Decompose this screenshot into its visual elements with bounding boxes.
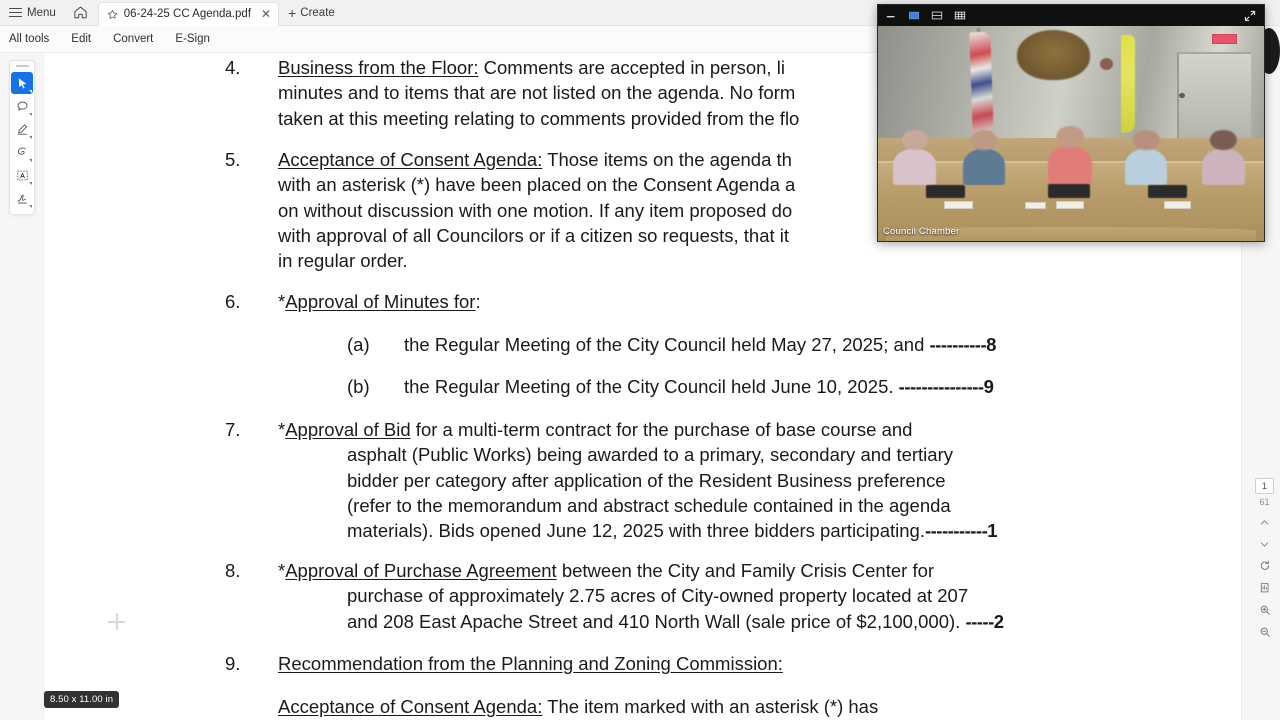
zoom-in-button[interactable] [1254, 600, 1276, 620]
left-tool-rail [9, 60, 35, 215]
menu-esign[interactable]: E-Sign [175, 33, 210, 45]
chamber-doorway [1177, 52, 1250, 138]
hamburger-menu-icon [9, 5, 22, 20]
chevron-up-icon [1259, 517, 1270, 528]
agenda-item-4-body [278, 55, 799, 131]
menu-edit[interactable]: Edit [71, 33, 92, 45]
agenda-item-8-line3: and 208 East Apache Street and 410 North Wall (sale price of $2,100,000). [347, 610, 961, 632]
agenda-item-6-heading: Approval of Minutes for [285, 291, 476, 312]
comment-tool-icon [16, 100, 29, 113]
agenda-item-8-asterisk: * [278, 560, 286, 581]
zoom-in-icon [1259, 604, 1271, 616]
wall-emblem [1100, 58, 1113, 70]
text-box-tool-icon [16, 169, 29, 182]
highlight-tool[interactable] [11, 118, 33, 140]
selection-tool-icon [16, 77, 29, 90]
agenda-item-5-line2: with an asterisk (*) have been placed on the Consent Agenda a [278, 174, 796, 196]
single-view-icon[interactable] [907, 9, 921, 22]
next-page-button[interactable] [1254, 534, 1276, 554]
agenda-item-5-line4: with approval of all Councilors or if a citizen so requests, that it [278, 224, 790, 246]
agenda-item-6-colon: : [475, 291, 481, 312]
agenda-item-6-sub-a-text: the Regular Meeting of the City Council held May 27, 2025; and [404, 334, 925, 355]
chevron-down-icon [29, 113, 32, 116]
page-navigation-rail [1251, 478, 1278, 642]
menu-button-label: Menu [27, 6, 56, 19]
agenda-item-7-body [278, 417, 998, 543]
chevron-down-icon [29, 136, 32, 139]
agenda-item-7-number: 7. [225, 419, 241, 440]
agenda-item-6-body [278, 289, 481, 314]
agenda-item-6-sub-a-page: 8 [986, 334, 997, 355]
agenda-item-4-line3: taken at this meeting relating to comments provided from the flo [278, 107, 800, 129]
agenda-item-6-sub-a [347, 332, 996, 357]
previous-page-button[interactable] [1254, 512, 1276, 532]
agenda-item-6-sub-b-body [404, 374, 994, 399]
agenda-item-8-leader: ----- [965, 610, 994, 632]
agenda-item-8-body [278, 558, 1004, 634]
agenda-trailing-body [278, 694, 878, 719]
agenda-item-6-sub-a-leader: ---------- [929, 334, 987, 355]
agenda-item-8-number: 8. [225, 560, 241, 581]
highlight-tool-icon [16, 123, 29, 136]
agenda-item-7-line3: bidder per category after application of the Resident Business preference [347, 469, 946, 491]
crosshair-cursor [108, 613, 125, 630]
star-icon[interactable] [107, 9, 118, 20]
page-thumbnail-button[interactable] [1254, 578, 1276, 598]
agenda-item-6 [216, 289, 481, 314]
agenda-item-7 [216, 417, 998, 543]
close-icon[interactable]: ✕ [261, 7, 272, 21]
agenda-item-7-line1: for a multi-term contract for the purchase of base course and [410, 419, 913, 440]
video-stage[interactable] [878, 26, 1264, 241]
agenda-item-6-sub-b-label: (b) [347, 376, 370, 397]
agenda-item-8-line2: purchase of approximately 2.75 acres of City-owned property located at 207 [347, 585, 969, 607]
chevron-down-icon [1259, 539, 1270, 550]
new-mexico-flag [1121, 35, 1135, 134]
agenda-item-8-page: 2 [993, 610, 1005, 632]
nameplate-2 [1025, 202, 1046, 208]
agenda-item-4-number: 4. [225, 57, 241, 78]
agenda-item-4 [216, 55, 799, 131]
agenda-item-7-heading: Approval of Bid [285, 419, 411, 440]
agenda-item-5-heading: Acceptance of Consent Agenda: [278, 149, 543, 170]
expand-fullscreen-icon[interactable] [1243, 9, 1257, 23]
agenda-item-9-body [278, 651, 783, 676]
agenda-item-5 [216, 147, 795, 273]
video-feed-label: Council Chamber [883, 226, 960, 237]
agenda-item-5-line3: on without discussion with one motion. If any item proposed do [278, 199, 793, 221]
agenda-item-7-line5: materials). Bids opened June 12, 2025 with three bidders participating. [347, 520, 925, 542]
draw-tool-icon [16, 146, 29, 159]
nameplate-1 [944, 201, 973, 209]
split-view-icon[interactable] [930, 9, 944, 22]
draw-tool[interactable] [11, 141, 33, 163]
agenda-item-5-number: 5. [225, 149, 241, 170]
city-seal [1017, 30, 1090, 79]
agenda-item-6-sub-b-text: the Regular Meeting of the City Council held June 10, 2025. [404, 376, 894, 397]
agenda-trailing-rest: The item marked with an asterisk (*) has [542, 696, 879, 717]
video-overlay-window[interactable] [877, 4, 1265, 242]
chevron-down-icon [29, 90, 32, 93]
agenda-item-4-heading: Business from the Floor: [278, 57, 479, 78]
desk-monitor-2 [1048, 184, 1090, 198]
minimize-icon[interactable] [885, 9, 898, 22]
agenda-item-6-sub-b-page: 9 [983, 376, 994, 397]
video-control-bar [878, 5, 1264, 26]
rotate-page-button[interactable] [1254, 556, 1276, 576]
agenda-item-9 [216, 651, 783, 676]
document-tab-title: 06-24-25 CC Agenda.pdf [123, 8, 252, 20]
agenda-item-6-number: 6. [225, 291, 241, 312]
current-page-input[interactable]: 1 [1255, 478, 1274, 494]
drag-handle[interactable] [16, 65, 29, 67]
chevron-down-icon [29, 205, 32, 208]
agenda-item-5-body [278, 147, 795, 273]
page-thumbnail-icon [1259, 582, 1271, 594]
home-button[interactable] [64, 0, 98, 26]
agenda-item-7-leader: ----------- [924, 520, 988, 542]
create-button-label: Create [300, 6, 335, 19]
desk-monitor-1 [926, 185, 965, 198]
us-flag [969, 32, 994, 136]
agenda-item-4-line1: Comments are accepted in person, li [478, 57, 785, 78]
agenda-item-5-line5: in regular order. [278, 250, 408, 272]
grid-view-icon[interactable] [953, 9, 967, 22]
zoom-out-button[interactable] [1254, 622, 1276, 642]
agenda-item-7-line2: asphalt (Public Works) being awarded to a primary, secondary and tertiary [347, 444, 953, 466]
agenda-item-8-heading: Approval of Purchase Agreement [285, 560, 557, 581]
agenda-item-9-number: 9. [225, 653, 241, 674]
agenda-trailing-line [278, 694, 878, 719]
signature-tool-icon [16, 192, 29, 205]
zoom-out-icon [1259, 626, 1271, 638]
agenda-item-6-sub-b-leader: --------------- [898, 376, 984, 397]
home-icon [73, 5, 88, 20]
nameplate-3 [1056, 201, 1085, 209]
plus-icon: + [288, 4, 297, 21]
agenda-item-5-line1: Those items on the agenda th [542, 149, 792, 170]
agenda-trailing-heading: Acceptance of Consent Agenda: [278, 696, 543, 717]
create-button[interactable] [288, 6, 335, 20]
agenda-item-7-page: 1 [987, 520, 998, 542]
total-page-count: 61 [1259, 497, 1270, 507]
agenda-item-8 [216, 558, 1004, 634]
page-size-tooltip: 8.50 x 11.00 in [44, 691, 119, 708]
document-tab[interactable] [98, 2, 279, 26]
council-member-3-head [1056, 126, 1084, 148]
agenda-item-6-sub-a-label: (a) [347, 334, 370, 355]
menu-all-tools[interactable]: All tools [9, 33, 50, 45]
desk-monitor-3 [1148, 185, 1187, 198]
council-member-4 [1125, 149, 1167, 186]
agenda-item-9-heading: Recommendation from the Planning and Zoning Commission: [278, 653, 783, 674]
agenda-item-7-line4: (refer to the memorandum and abstract schedule contained in the agenda [347, 494, 951, 516]
menu-button[interactable] [0, 0, 64, 26]
agenda-item-8-line1: between the City and Family Crisis Center for [556, 560, 935, 581]
agenda-item-6-sub-a-body [404, 332, 996, 357]
council-member-1 [893, 149, 935, 186]
agenda-item-7-asterisk: * [278, 419, 286, 440]
agenda-item-6-asterisk: * [278, 291, 286, 312]
chevron-down-icon [29, 182, 32, 185]
text-box-tool[interactable] [11, 164, 33, 186]
door-handle [1179, 93, 1184, 98]
council-member-5 [1202, 149, 1244, 186]
selection-tool[interactable] [11, 72, 33, 94]
nameplate-4 [1164, 201, 1191, 209]
comment-tool[interactable] [11, 95, 33, 117]
exit-sign [1212, 34, 1237, 45]
agenda-item-6-sub-b [347, 374, 994, 399]
rotate-clockwise-icon [1259, 560, 1271, 572]
council-member-2 [963, 149, 1005, 186]
signature-tool[interactable] [11, 187, 33, 209]
menu-convert[interactable]: Convert [113, 33, 154, 45]
council-member-3 [1048, 146, 1092, 185]
chevron-down-icon [29, 159, 32, 162]
agenda-item-4-line2: minutes and to items that are not listed on the agenda. No form [278, 82, 796, 104]
